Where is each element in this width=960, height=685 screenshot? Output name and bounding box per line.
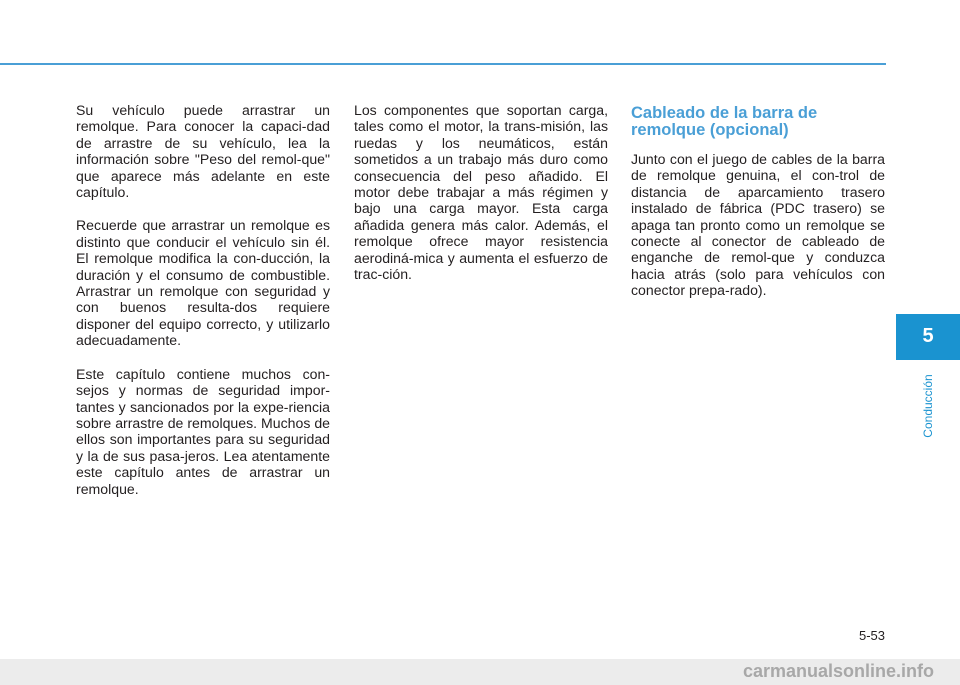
watermark-bar	[0, 659, 960, 685]
column-2	[354, 102, 608, 299]
watermark-link[interactable]: carmanualsonline.info	[742, 661, 934, 681]
column-3	[631, 102, 885, 316]
page-number: 5-53	[858, 628, 885, 643]
header-rule	[0, 63, 886, 65]
paragraph: Junto con el juego de cables de la barra de remolque genuina, el con-trol de distancia de aparcamiento trasero instalado de fábrica (PDC trasero) se apaga tan pronto como un remolque se conecte al conector de cableado de enganche de remol-que y conduzca hacia atrás (solo para vehículos con conector prepa-rado).	[631, 151, 885, 299]
paragraph: Los componentes que soportan carga, tales como el motor, la trans-misión, las ruedas y los neumáticos, están sometidos a un trabajo más duro como consecuencia del peso añadido. El motor debe trabajar a más régimen y bajo una carga mayor. Esta carga añadida genera más calor. Además, el remolque ofrece mayor resistencia aerodiná-mica y aumenta el esfuerzo de trac-ción.	[354, 102, 608, 283]
chapter-tab	[896, 314, 960, 360]
chapter-number: 5	[922, 325, 934, 347]
chapter-label: Conducción	[921, 374, 935, 438]
paragraph: Su vehículo puede arrastrar un remolque. Para conocer la capaci-dad de arrastre de su vehículo, lea la información sobre "Peso del remol-que" que aparece más adelante en este capítulo.	[76, 102, 330, 201]
paragraph: Este capítulo contiene muchos con-sejos y normas de seguridad impor-tantes y sancionados por la expe-riencia sobre arrastre de remolques. Muchos de ellos son importantes para su seguridad y la de sus pasa-jeros. Lea atentamente este capítulo antes de arrastrar un remolque.	[76, 365, 330, 497]
column-1	[76, 102, 330, 514]
paragraph: Recuerde que arrastrar un remolque es distinto que conducir el vehículo sin él. El remolque modifica la con-ducción, la duración y el consumo de combustible. Arrastrar un remolque con seguridad y con buenos resulta-dos requiere disponer del equipo correcto, y utilizarlo adecuadamente.	[76, 217, 330, 349]
section-heading: Cableado de la barra de remolque (opcional)	[631, 104, 818, 139]
